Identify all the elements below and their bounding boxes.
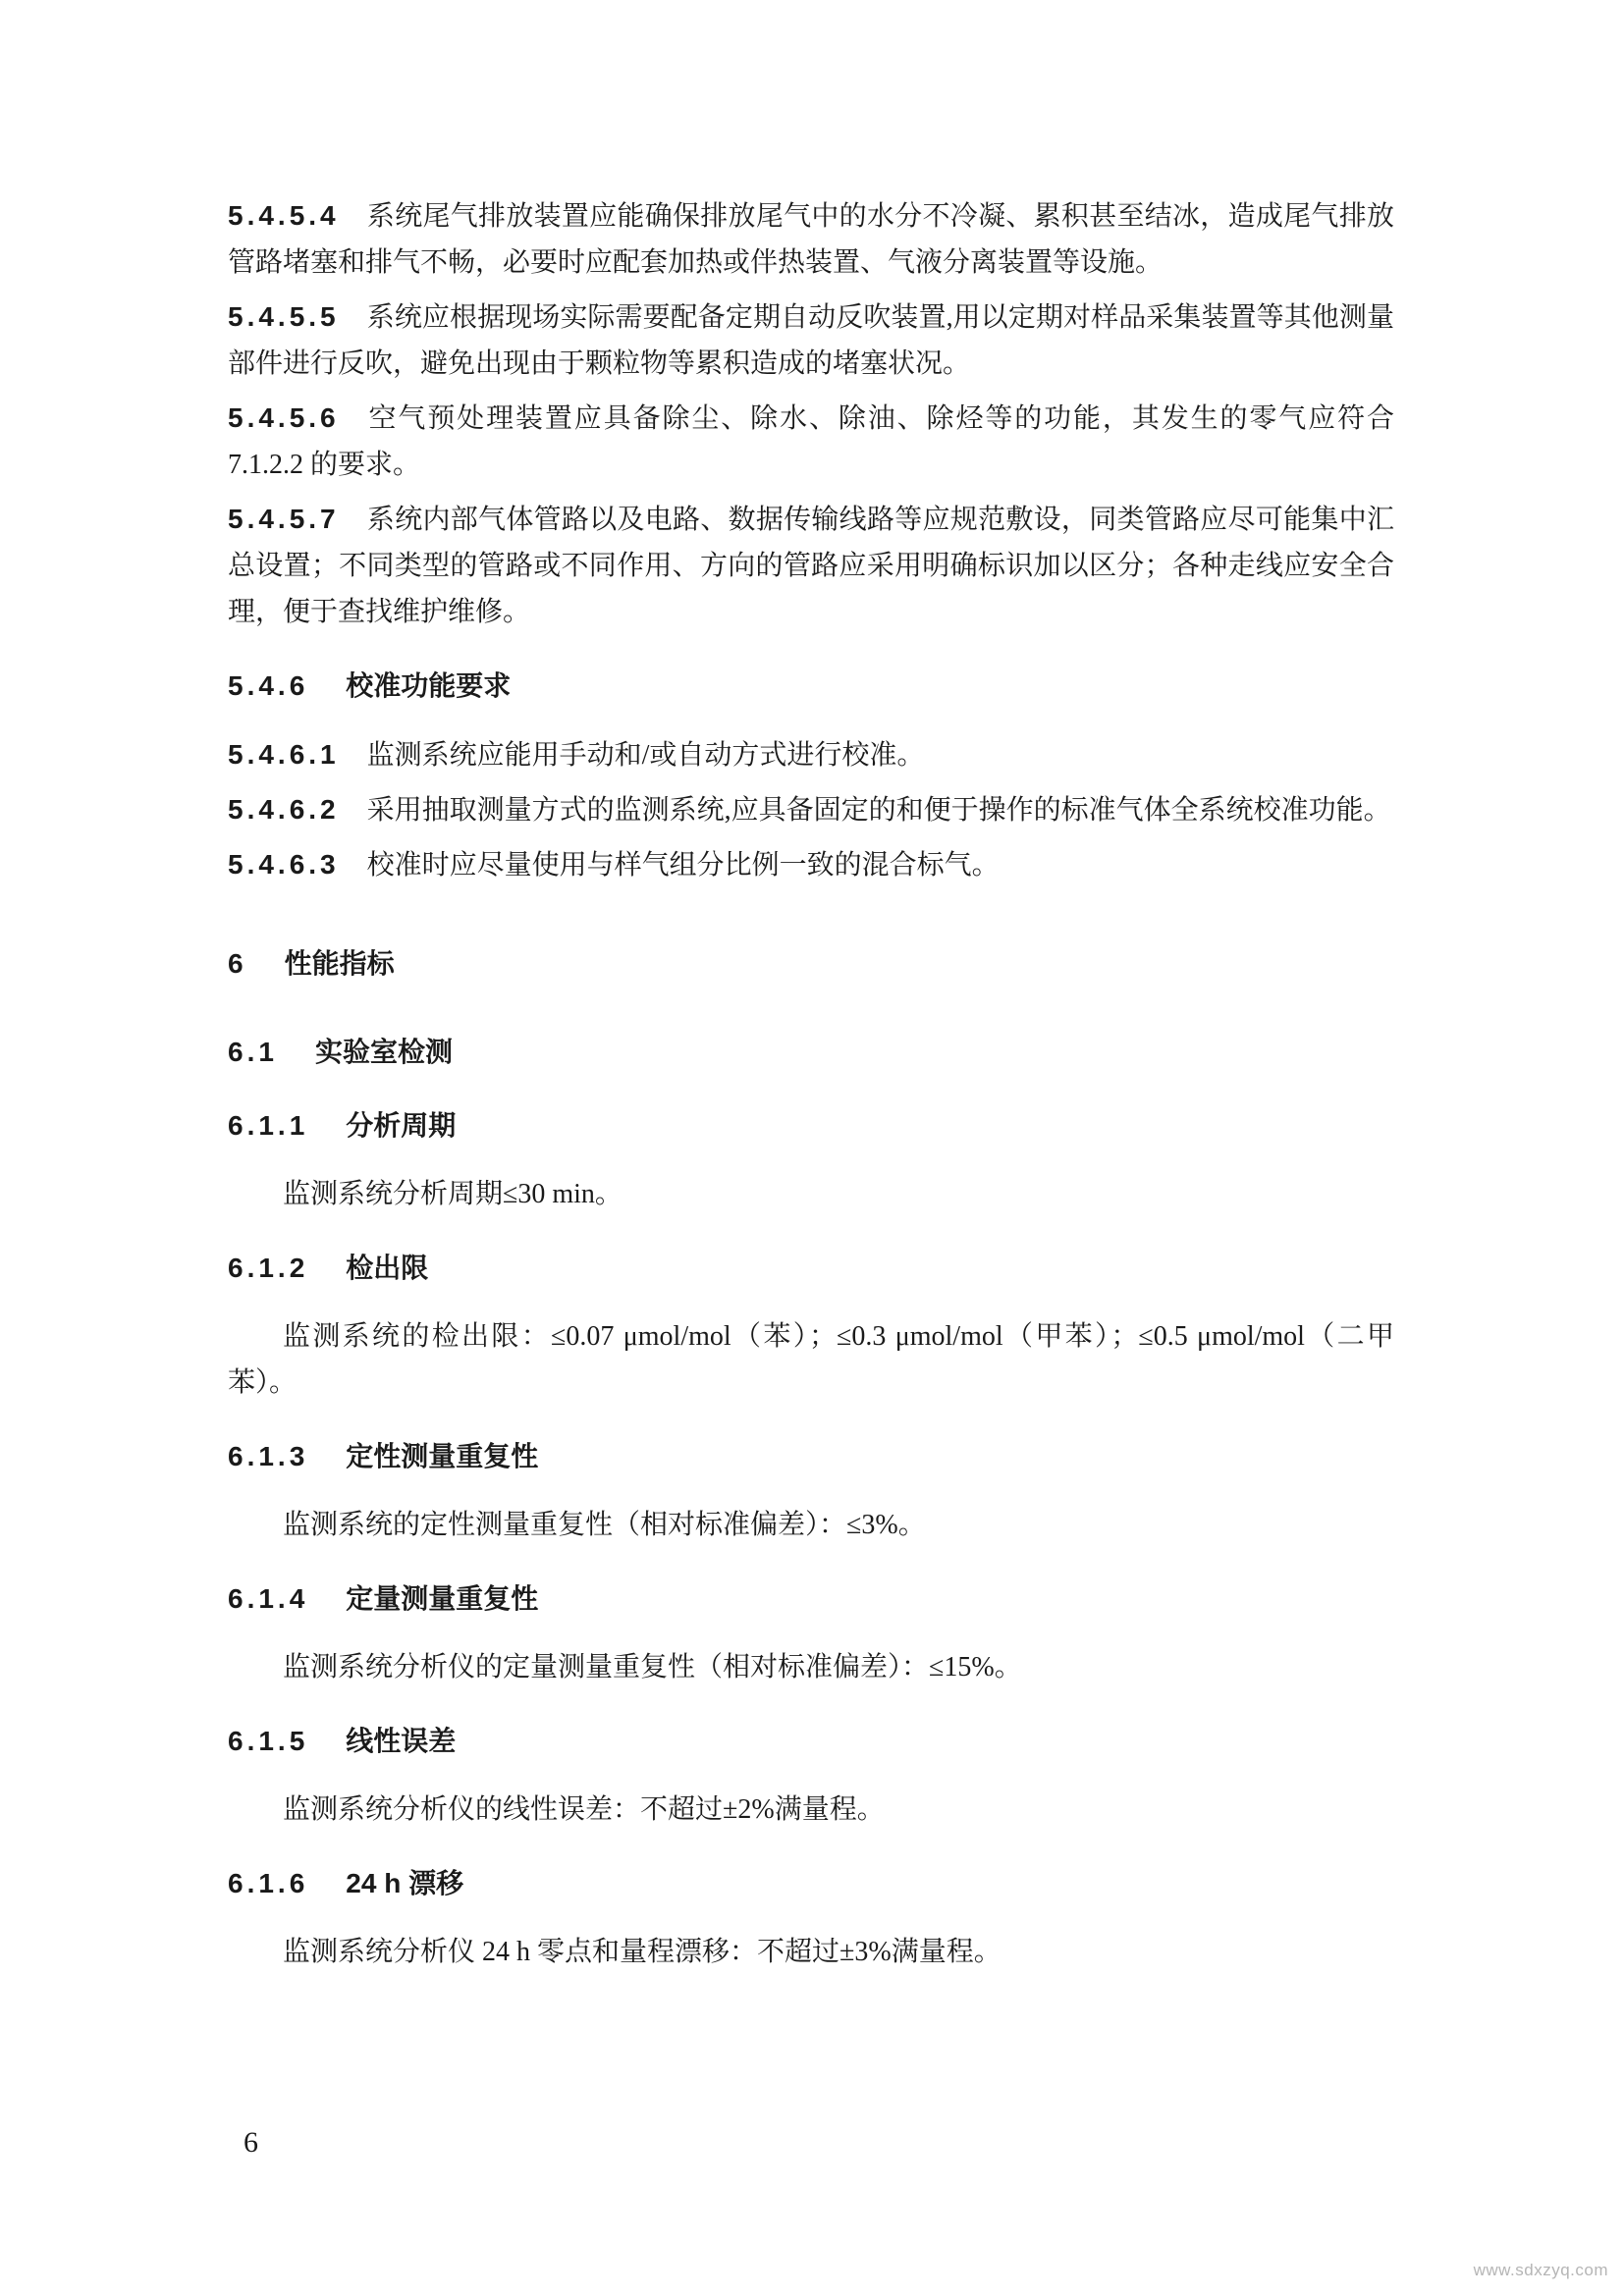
- section-number: 6.1.6: [228, 1868, 309, 1898]
- section-text: 检出限: [346, 1253, 429, 1283]
- body-paragraph: [228, 1929, 1394, 1975]
- section-heading-6.1.6: [228, 1860, 1394, 1906]
- section-text: 校准时应尽量使用与样气组分比例一致的混合标气。: [366, 850, 1000, 881]
- section-text: 性能指标: [284, 948, 395, 979]
- clause-5.4.6.1: [228, 731, 1394, 778]
- section-number: 5.4.5.5: [228, 301, 340, 332]
- section-number: 5.4.5.7: [228, 504, 340, 534]
- section-text: 监测系统分析周期≤30 min。: [283, 1179, 623, 1209]
- section-heading-6.1: [228, 1029, 1394, 1075]
- section-number: 6: [228, 948, 247, 979]
- section-text: 系统尾气排放装置应能确保排放尾气中的水分不冷凝、累积甚至结冰，造成尾气排放管路堵塞和排气不畅，必要时应配套加热或伴热装置、气液分离装置等设施。: [228, 201, 1394, 278]
- section-heading-6: [228, 940, 1394, 987]
- page-number: 6: [244, 2126, 258, 2159]
- section-number: 6.1.3: [228, 1441, 309, 1471]
- section-number: 6.1.1: [228, 1110, 309, 1141]
- section-number: 5.4.6.3: [228, 849, 340, 880]
- section-text: 24 h 漂移: [346, 1868, 464, 1898]
- section-text: 线性误差: [346, 1726, 457, 1756]
- section-number: 6.1.5: [228, 1726, 309, 1756]
- section-number: 5.4.5.6: [228, 402, 340, 433]
- section-text: 监测系统分析仪 24 h 零点和量程漂移：不超过±3%满量程。: [283, 1937, 1001, 1967]
- body-paragraph: [228, 1502, 1394, 1548]
- section-text: 采用抽取测量方式的监测系统,应具备固定的和便于操作的标准气体全系统校准功能。: [366, 795, 1391, 826]
- section-text: 空气预处理装置应具备除尘、除水、除油、除烃等的功能，其发生的零气应符合 7.1.2.2 的要求。: [228, 403, 1394, 480]
- section-text: 系统应根据现场实际需要配备定期自动反吹装置,用以定期对样品采集装置等其他测量部件进行反吹，避免出现由于颗粒物等累积造成的堵塞状况。: [228, 302, 1394, 379]
- body-paragraph: [228, 1313, 1394, 1406]
- section-text: 监测系统分析仪的定量测量重复性（相对标准偏差）：≤15%。: [283, 1652, 1022, 1682]
- section-heading-5.4.6: [228, 663, 1394, 709]
- section-number: 5.4.6.1: [228, 739, 340, 770]
- clause-5.4.5.6: [228, 395, 1394, 488]
- section-text: 校准功能要求: [346, 670, 512, 701]
- section-heading-6.1.5: [228, 1718, 1394, 1764]
- watermark-url: www.sdxzyq.com: [1473, 2261, 1608, 2279]
- clause-5.4.6.3: [228, 841, 1394, 888]
- clause-5.4.6.2: [228, 786, 1394, 833]
- section-text: 分析周期: [346, 1110, 457, 1141]
- section-heading-6.1.1: [228, 1102, 1394, 1148]
- section-number: 6.1.2: [228, 1253, 309, 1283]
- section-number: 5.4.6: [228, 670, 309, 701]
- section-text: 监测系统的定性测量重复性（相对标准偏差）：≤3%。: [283, 1510, 926, 1540]
- body-paragraph: [228, 1787, 1394, 1833]
- section-number: 6.1.4: [228, 1583, 309, 1614]
- section-number: 5.4.6.2: [228, 794, 340, 825]
- clause-5.4.5.7: [228, 496, 1394, 635]
- section-text: 定量测量重复性: [346, 1583, 539, 1614]
- clause-5.4.5.4: [228, 192, 1394, 286]
- section-heading-6.1.4: [228, 1575, 1394, 1622]
- section-heading-6.1.3: [228, 1433, 1394, 1479]
- body-paragraph: [228, 1644, 1394, 1690]
- section-text: 监测系统的检出限：≤0.07 μmol/mol（苯）；≤0.3 μmol/mol（甲苯）；≤0.5 μmol/mol（二甲苯）。: [228, 1321, 1394, 1398]
- body-paragraph: [228, 1171, 1394, 1217]
- section-number: 5.4.5.4: [228, 200, 340, 231]
- section-text: 监测系统应能用手动和/或自动方式进行校准。: [366, 740, 925, 771]
- section-text: 系统内部气体管路以及电路、数据传输线路等应规范敷设，同类管路应尽可能集中汇总设置；不同类型的管路或不同作用、方向的管路应采用明确标识加以区分；各种走线应安全合理，便于查找维护维修。: [228, 505, 1394, 627]
- section-text: 监测系统分析仪的线性误差：不超过±2%满量程。: [283, 1794, 885, 1825]
- document-body: [228, 192, 1394, 1975]
- section-text: 实验室检测: [314, 1037, 453, 1067]
- clause-5.4.5.5: [228, 294, 1394, 387]
- section-heading-6.1.2: [228, 1245, 1394, 1291]
- section-number: 6.1: [228, 1037, 278, 1067]
- section-text: 定性测量重复性: [346, 1441, 539, 1471]
